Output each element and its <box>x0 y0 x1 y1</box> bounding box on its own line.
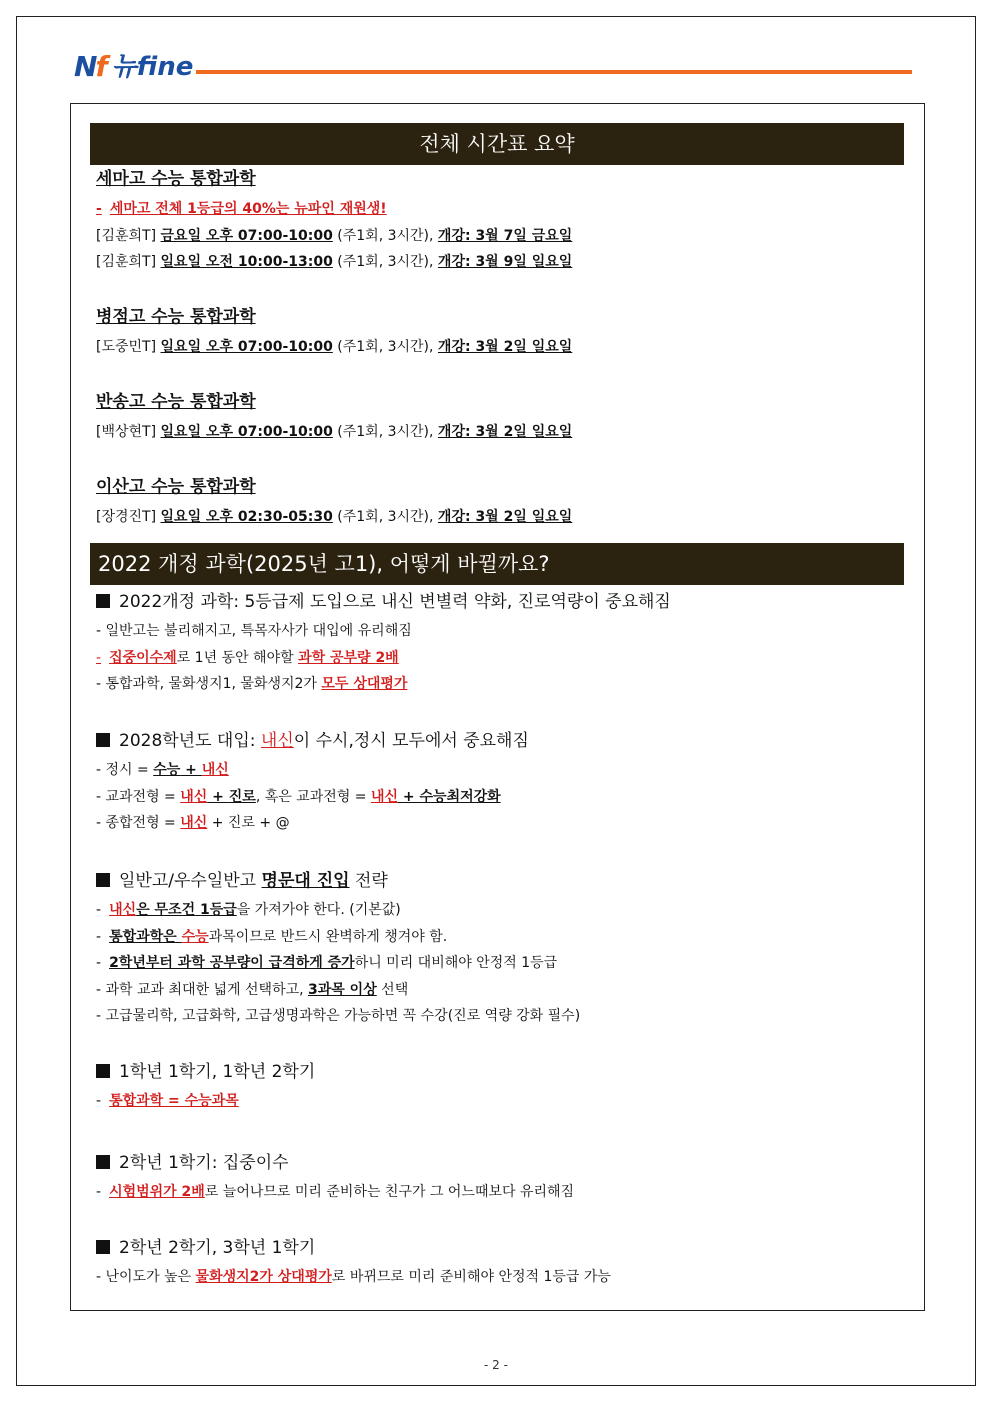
square-bullet-icon <box>96 594 110 608</box>
logo-mark: Nf <box>74 50 106 83</box>
list-item: - 일반고는 불리해지고, 특목자사가 대입에 유리해짐 <box>96 623 412 639</box>
section-strategy <box>96 869 906 1030</box>
list-item: - 통합과학, 물화생지1, 물화생지2가 모두 상대평가 <box>96 676 408 692</box>
school-title: 세마고 수능 통합과학 <box>96 169 256 189</box>
section-title: 2022개정 과학: 5등급제 도입으로 내신 변별력 약화, 진로역량이 중요해짐 <box>96 590 906 614</box>
square-bullet-icon <box>96 1155 110 1169</box>
timetable-banner: 전체 시간표 요약 <box>90 123 904 165</box>
list-item: - 시험범위가 2배로 늘어나므로 미리 준비하는 친구가 그 어느때보다 유리해짐 <box>96 1184 575 1200</box>
square-bullet-icon <box>96 1240 110 1254</box>
square-bullet-icon <box>96 733 110 747</box>
section-grade1 <box>96 1060 906 1115</box>
list-item: - 통합과학은 수능과목이므로 반드시 완벽하게 챙겨야 함. <box>96 928 448 945</box>
list-item: - 종합전형 = 내신 + 진로 + @ <box>96 815 290 831</box>
list-item: - 통합과학 = 수능과목 <box>96 1093 239 1109</box>
section-grade2-sem2 <box>96 1236 906 1291</box>
logo-text: 뉴fine <box>111 52 194 82</box>
page-number: - 2 - <box>484 1358 508 1372</box>
section-title: 2학년 2학기, 3학년 1학기 <box>96 1236 906 1260</box>
school-title: 반송고 수능 통합과학 <box>96 392 256 412</box>
schedule-row: [도중민T] 일요일 오후 07:00-10:00 (주1회, 3시간), 개강: 3월 2일 일요일 <box>96 339 573 355</box>
school-block-bansong <box>96 391 906 446</box>
header-rule <box>196 70 912 74</box>
list-item: - 고급물리학, 고급화학, 고급생명과학은 가능하면 꼭 수강(진로 역량 강화 필수) <box>96 1008 581 1024</box>
school-block-byeongjeom <box>96 306 906 361</box>
schedule-row: [장경진T] 일요일 오후 02:30-05:30 (주1회, 3시간), 개강: 3월 2일 일요일 <box>96 509 573 525</box>
section-title: 일반고/우수일반고 명문대 진입 전략 <box>96 869 906 893</box>
school-block-sema <box>96 168 906 276</box>
section-2022-revision <box>96 590 906 698</box>
list-item: - 집중이수제로 1년 동안 해야할 과학 공부량 2배 <box>96 649 399 666</box>
list-item: - 정시 = 수능 + 내신 <box>96 762 229 778</box>
schedule-row: [백상현T] 일요일 오후 07:00-10:00 (주1회, 3시간), 개강: 3월 2일 일요일 <box>96 424 573 440</box>
list-item: - 과학 교과 최대한 넓게 선택하고, 3과목 이상 선택 <box>96 981 409 998</box>
schedule-row: [김훈희T] 일요일 오전 10:00-13:00 (주1회, 3시간), 개강: 3월 9일 일요일 <box>96 254 573 270</box>
square-bullet-icon <box>96 873 110 887</box>
logo <box>74 48 193 82</box>
section-title: 2028학년도 대입: 내신이 수시,정시 모두에서 중요해짐 <box>96 729 906 753</box>
schedule-row: [김훈희T] 금요일 오후 07:00-10:00 (주1회, 3시간), 개강: 3월 7일 금요일 <box>96 227 573 244</box>
section-title: 1학년 1학기, 1학년 2학기 <box>96 1060 906 1084</box>
list-item: - 내신은 무조건 1등급을 가져가야 한다. (기본값) <box>96 902 401 918</box>
list-item: - 2학년부터 과학 공부량이 급격하게 증가하니 미리 대비해야 안정적 1등급 <box>96 955 558 971</box>
list-item: - 난이도가 높은 물화생지2가 상대평가로 바뀌므로 미리 준비해야 안정적 1등급 가능 <box>96 1269 611 1285</box>
content-box <box>70 103 925 1311</box>
curriculum-banner: 2022 개정 과학(2025년 고1), 어떻게 바뀔까요? <box>90 543 904 585</box>
school-title: 이산고 수능 통합과학 <box>96 477 256 497</box>
school-block-isan <box>96 476 906 531</box>
section-grade2-sem1 <box>96 1151 906 1206</box>
school-note: - 세마고 전체 1등급의 40%는 뉴파인 재원생! <box>96 201 387 217</box>
list-item: - 교과전형 = 내신 + 진로, 혹은 교과전형 = 내신 + 수능최저강화 <box>96 788 501 805</box>
section-title: 2학년 1학기: 집중이수 <box>96 1151 906 1175</box>
school-title: 병점고 수능 통합과학 <box>96 307 256 327</box>
section-2028-admission <box>96 729 906 837</box>
square-bullet-icon <box>96 1064 110 1078</box>
